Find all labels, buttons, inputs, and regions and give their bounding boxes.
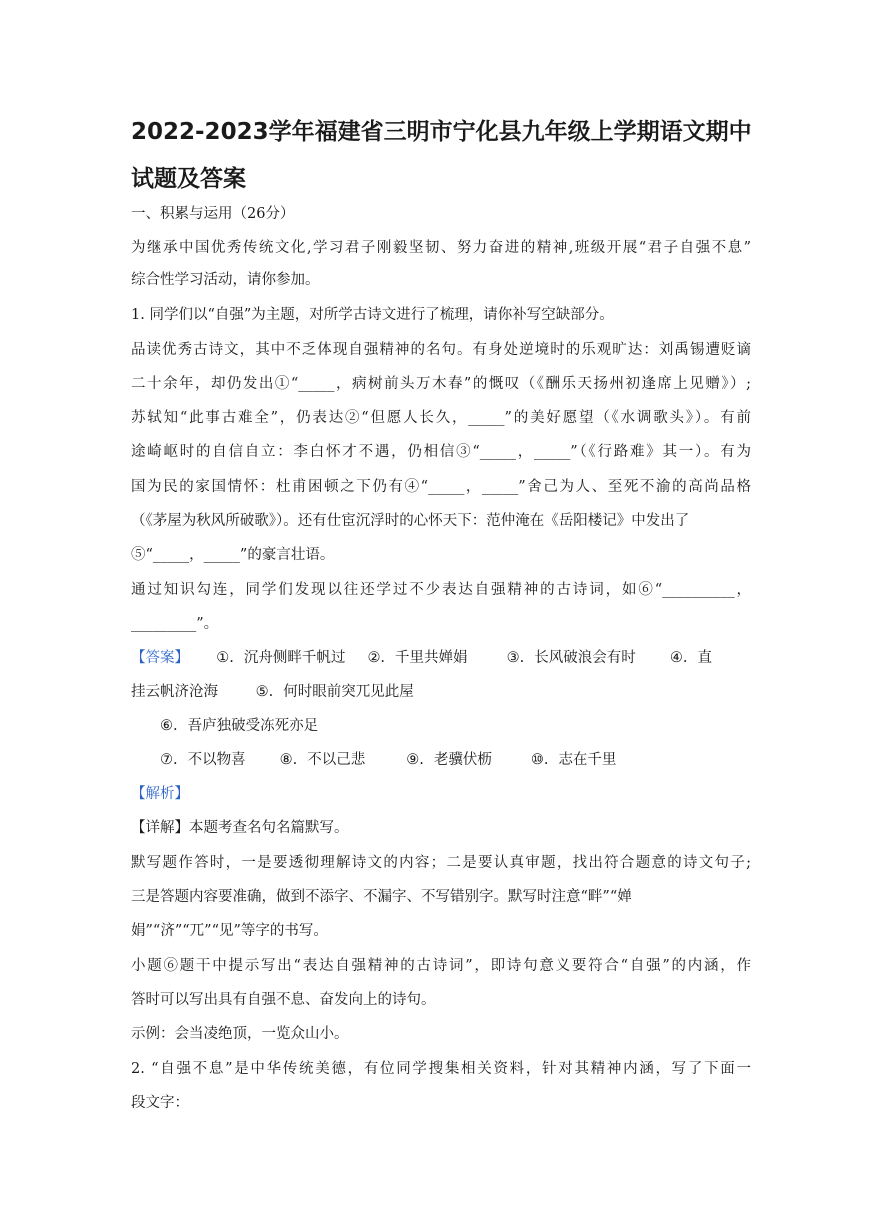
doc-title-line1: 2022-2023学年福建省三明市宁化县九年级上学期语文期中 (131, 119, 752, 145)
q1-paragraph-line: 品读优秀古诗文，其中不乏体现自强精神的名句。有身处逆境时的乐观旷达：刘禹锡遭贬谪 (131, 342, 751, 358)
example-line: 示例：会当凌绝顶，一览众山小。 (131, 1026, 349, 1042)
explanation-line: 娟”“济”“兀”“见”等字的书写。 (131, 923, 328, 939)
answer-item: 挂云帆济沧海 (131, 684, 218, 700)
answer-item: ②. 千里共婵娟 (367, 650, 468, 666)
q1-paragraph-line: 苏轼知“此事古难全”，仍表达②“但愿人长久，_____”的美好愿望（《水调歌头》）。有前 (131, 410, 751, 426)
answer-line-3 (160, 715, 780, 737)
analysis-label: 【解析】 (131, 786, 189, 802)
answer-label: 【答案】 (131, 650, 189, 666)
question-2-line-2: 段文字： (131, 1095, 189, 1111)
q1-paragraph-line: 途崎岖时的自信自立：李白怀才不遇，仍相信③“_____，_____”（《行路难》其一）。有为 (131, 444, 751, 460)
intro-line-1: 为继承中国优秀传统文化,学习君子刚毅坚韧、努力奋进的精神,班级开展“君子自强不息” (131, 240, 751, 256)
q1-paragraph-line: （《茅屋为秋风所破歌》）。还有仕宦沉浮时的心怀天下：范仲淹在《岳阳楼记》中发出了 (131, 513, 690, 529)
q1-paragraph-line: 通过知识勾连，同学们发现以往还学过不少表达自强精神的古诗词，如⑥“__________， (131, 582, 751, 598)
explanation-line: 三是答题内容要准确，做到不添字、不漏字、不写错别字。默写时注意“畔”“婵 (131, 889, 632, 905)
answer-item: ①. 沉舟侧畔千帆过 (216, 650, 346, 666)
explanation-line: 答时可以写出具有自强不息、奋发向上的诗句。 (131, 992, 436, 1008)
answer-line-1 (131, 647, 751, 669)
answer-line-2 (131, 681, 751, 703)
answer-item: ⑥. 吾庐独破受冻死亦足 (160, 718, 319, 734)
question-1-stem: 1. 同学们以“自强”为主题，对所学古诗文进行了梳理，请你补写空缺部分。 (131, 307, 614, 323)
q1-paragraph-line: 二十余年，却仍发出①“_____，病树前头万木春”的慨叹（《酬乐天扬州初逢席上见赠》）; (131, 376, 751, 392)
answer-item: ⑧. 不以己悲 (279, 752, 366, 768)
answer-item: ⑤. 何时眼前突兀见此屋 (255, 684, 414, 700)
section-heading: 一、积累与运用（26分） (131, 206, 295, 222)
answer-item: ⑦. 不以物喜 (160, 752, 246, 768)
answer-item: ⑨. 老骥伏枥 (406, 752, 492, 768)
answer-item: ⑩. 志在千里 (530, 752, 617, 768)
q1-paragraph-line: _________”。 (131, 616, 219, 632)
answer-item: ③. 长风破浪会有时 (506, 650, 636, 666)
q1-paragraph-line: 国为民的家国情怀：杜甫困顿之下仍有④“_____，_____”舍己为人、至死不渝的高尚品格 (131, 479, 751, 495)
detail-line: 【详解】本题考查名句名篇默写。 (131, 820, 349, 836)
intro-line-2: 综合性学习活动，请你参加。 (131, 272, 320, 288)
q1-paragraph-line: ⑤“_____，_____”的豪言壮语。 (131, 547, 335, 563)
explanation-line: 默写题作答时，一是要透彻理解诗文的内容；二是要认真审题，找出符合题意的诗文句子; (131, 855, 751, 871)
answer-item: ④. 直 (669, 650, 712, 666)
explanation-line: 小题⑥题干中提示写出“表达自强精神的古诗词”，即诗句意义要符合“自强”的内涵，作 (131, 958, 751, 974)
question-2-line-1: 2. “自强不息”是中华传统美德，有位同学搜集相关资料，针对其精神内涵，写了下面一 (131, 1061, 751, 1077)
answer-line-4 (160, 749, 780, 771)
doc-title-line2: 试题及答案 (131, 166, 246, 192)
